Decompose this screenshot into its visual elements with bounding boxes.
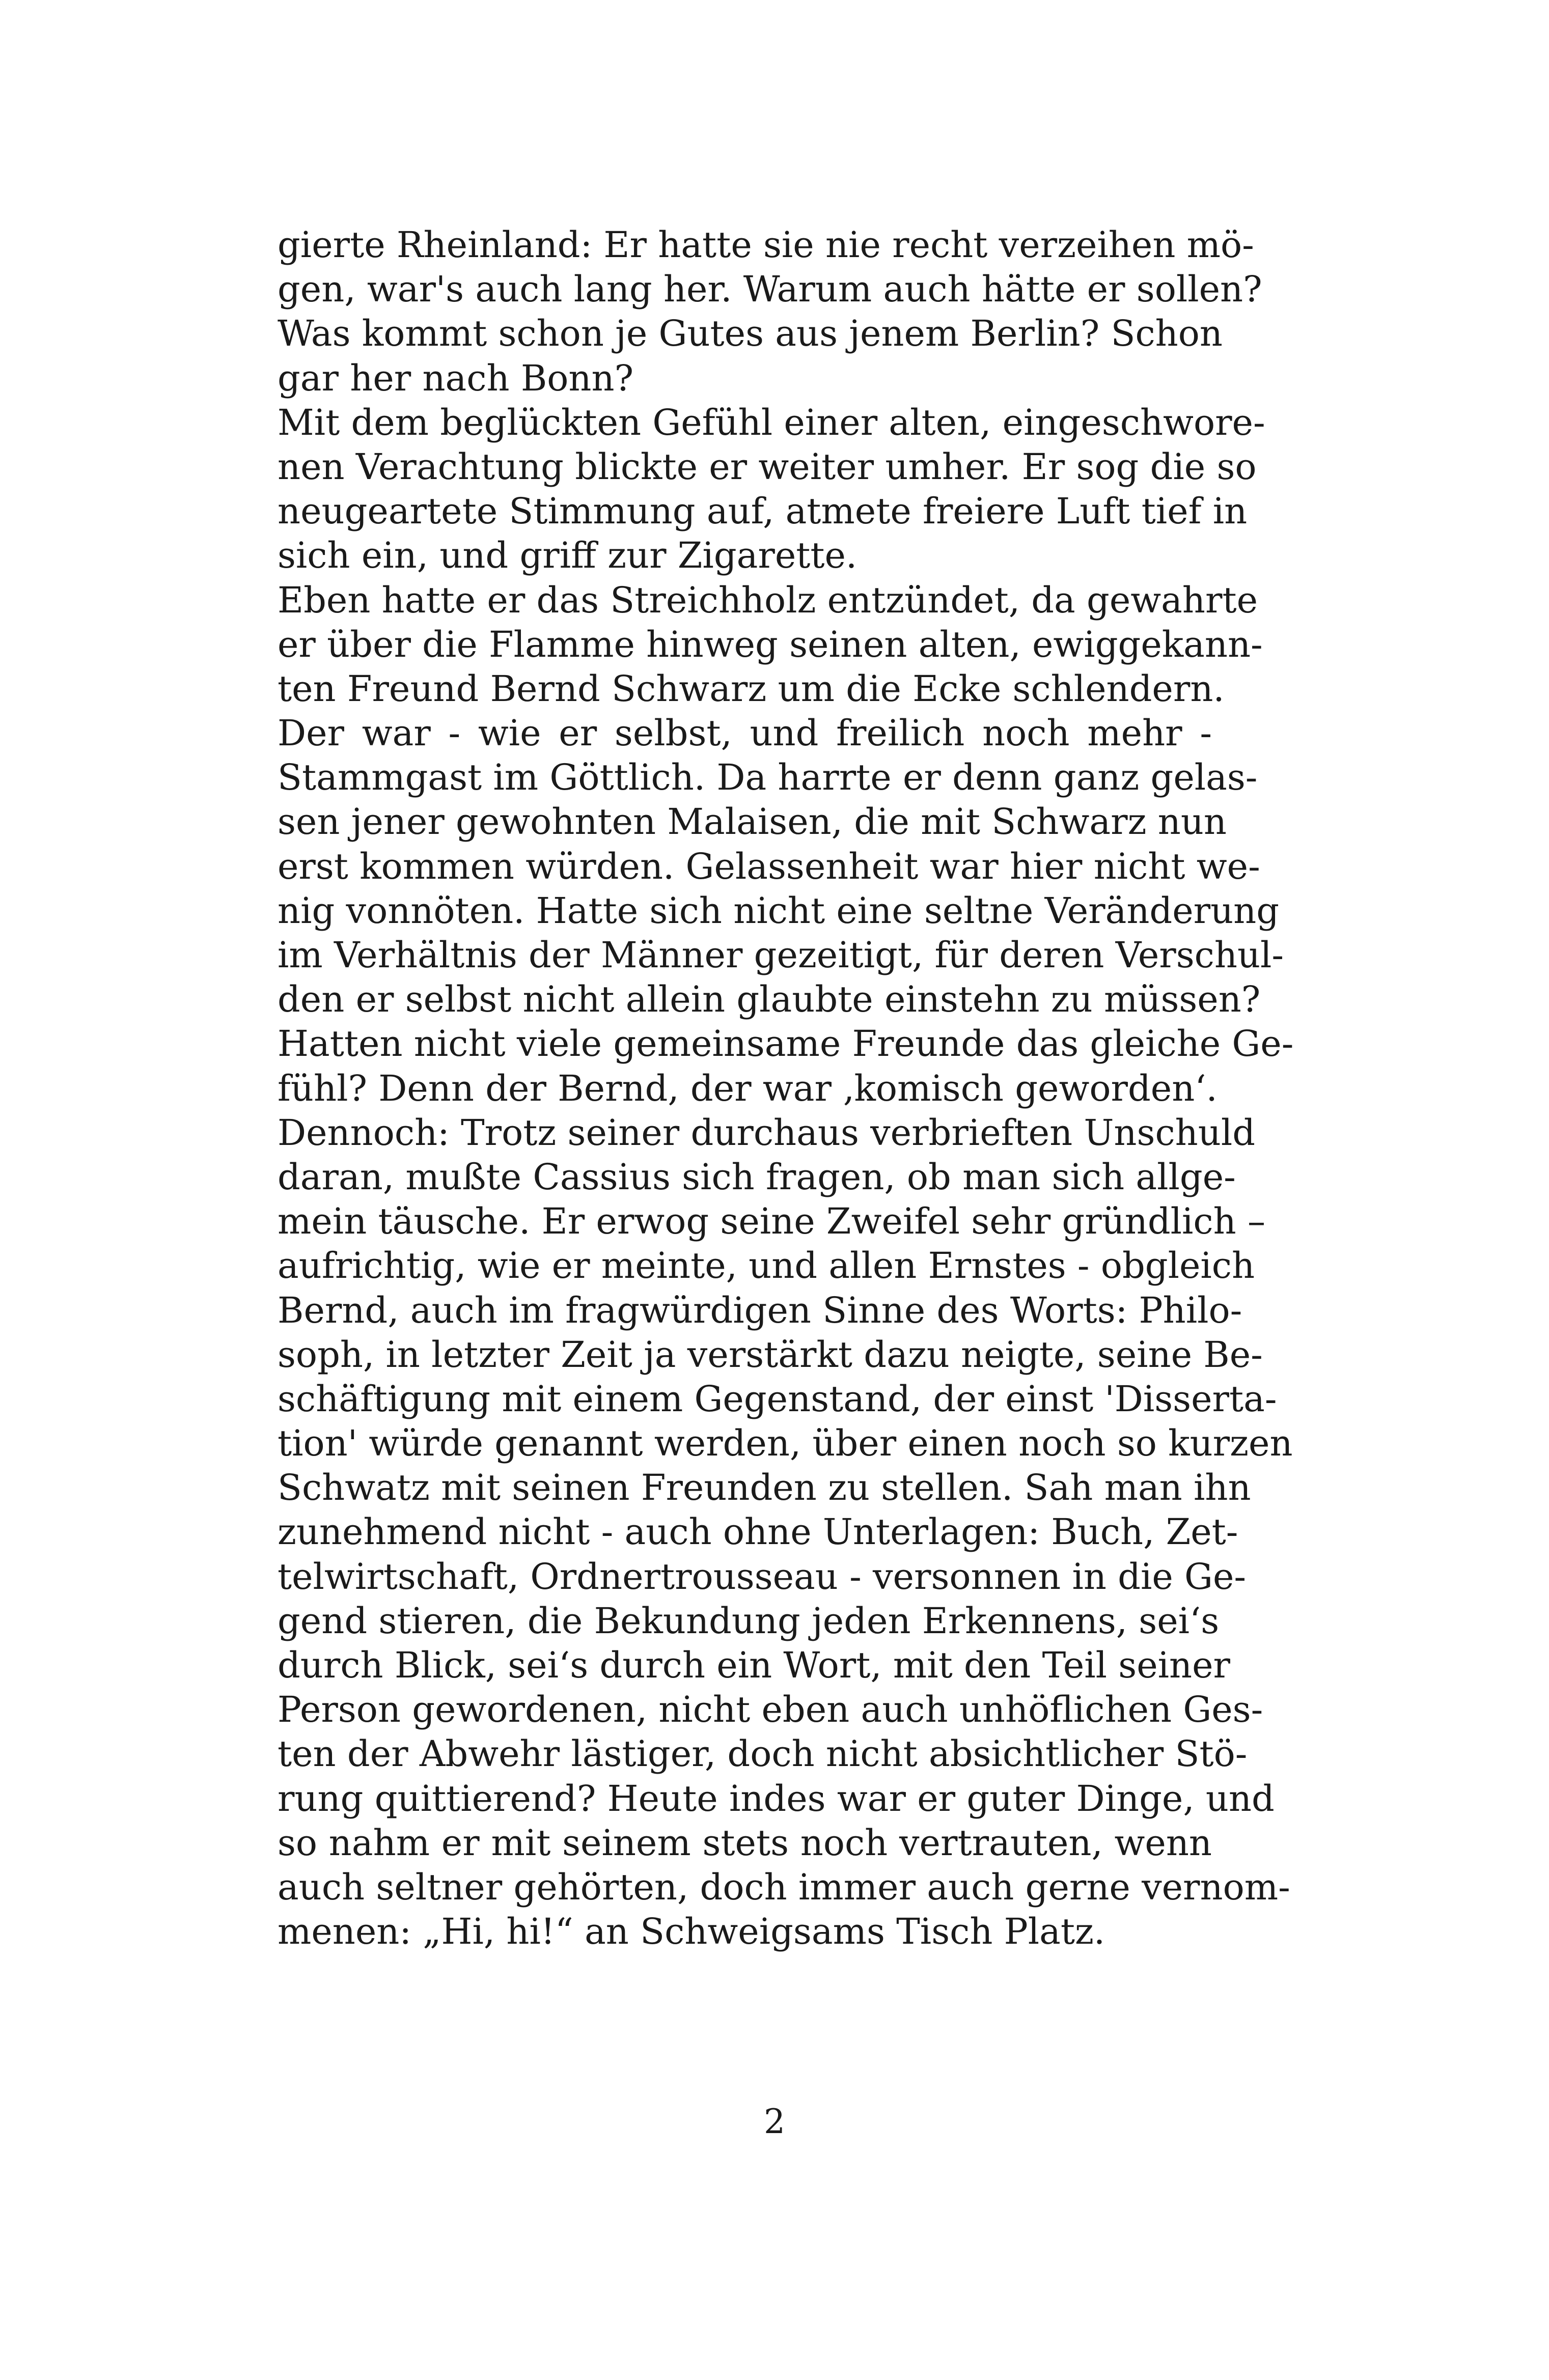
text-line: Mit dem beglückten Gefühl einer alten, eingeschwore- [278,401,1265,443]
text-line: schäftigung mit einem Gegenstand, der einst 'Disserta- [278,1378,1277,1420]
text-line: nig vonnöten. Hatte sich nicht eine seltne Veränderung [278,889,1280,932]
body-text [278,223,1294,1954]
text-line: er über die Flamme hinweg seinen alten, ewiggekann- [278,623,1263,665]
text-line: gen, war's auch lang her. Warum auch hätte er sollen? [278,268,1262,311]
text-line: Was kommt schon je Gutes aus jenem Berlin? Schon [278,313,1223,355]
text-line: neugeartete Stimmung auf, atmete freiere Luft tief in [278,490,1248,533]
text-line: auch seltner gehörten, doch immer auch gerne vernom- [278,1866,1290,1908]
text-line: Person gewordenen, nicht eben auch unhöflichen Ges- [278,1689,1263,1731]
text-line: Hatten nicht viele gemeinsame Freunde das gleiche Ge- [278,1023,1294,1065]
text-line: telwirtschaft, Ordnertrousseau - versonnen in die Ge- [278,1555,1247,1598]
text-line: den er selbst nicht allein glaubte einstehn zu müssen? [278,978,1261,1021]
text-line: ten der Abwehr lästiger, doch nicht absichtlicher Stö- [278,1733,1248,1775]
text-line: sich ein, und griff zur Zigarette. [278,535,858,577]
text-line: ten Freund Bernd Schwarz um die Ecke schlendern. [278,667,1225,710]
paragraph-4 [278,1111,1293,1954]
text-line: rung quittierend? Heute indes war er guter Dinge, und [278,1777,1275,1819]
text-line: daran, mußte Cassius sich fragen, ob man sich allge- [278,1156,1236,1198]
paragraph-1 [278,223,1262,401]
text-line: sen jener gewohnten Malaisen, die mit Schwarz nun [278,801,1227,843]
text-line: Der war - wie er selbst, und freilich noch mehr - [278,712,1212,754]
text-line: nen Verachtung blickte er weiter umher. Er sog die so [278,445,1257,488]
page-number: 2 [764,2102,785,2141]
text-line: Eben hatte er das Streichholz entzündet, da gewahrte [278,579,1258,621]
paragraph-3 [278,578,1294,1111]
text-line: mein täusche. Er erwog seine Zweifel sehr gründlich – [278,1200,1265,1243]
text-line: Stammgast im Göttlich. Da harrte er denn ganz gelas- [278,757,1258,799]
text-line: so nahm er mit seinem stets noch vertrauten, wenn [278,1822,1212,1864]
text-line: gierte Rheinland: Er hatte sie nie recht verzeihen mö- [278,224,1254,266]
text-line: durch Blick, sei‘s durch ein Wort, mit den Teil seiner [278,1644,1230,1686]
text-line: tion' würde genannt werden, über einen noch so kurzen [278,1422,1293,1465]
text-line: gar her nach Bonn? [278,357,634,399]
text-line: menen: „Hi, hi!“ an Schweigsams Tisch Platz. [278,1911,1105,1953]
text-line: Bernd, auch im fragwürdigen Sinne des Worts: Philo- [278,1289,1242,1331]
text-line: soph, in letzter Zeit ja verstärkt dazu neigte, seine Be- [278,1333,1263,1376]
text-line: aufrichtig, wie er meinte, und allen Ernstes - obgleich [278,1245,1255,1287]
paragraph-2 [278,401,1265,578]
text-line: erst kommen würden. Gelassenheit war hier nicht we- [278,845,1260,887]
text-line: Schwatz mit seinen Freunden zu stellen. Sah man ihn [278,1467,1251,1509]
text-line: im Verhältnis der Männer gezeitigt, für deren Verschul- [278,934,1284,976]
text-line: zunehmend nicht - auch ohne Unterlagen: Buch, Zet- [278,1511,1238,1553]
text-line: fühl? Denn der Bernd, der war ‚komisch geworden‘. [278,1067,1218,1109]
text-line: Dennoch: Trotz seiner durchaus verbrieften Unschuld [278,1111,1256,1154]
text-line: gend stieren, die Bekundung jeden Erkennens, sei‘s [278,1600,1220,1642]
